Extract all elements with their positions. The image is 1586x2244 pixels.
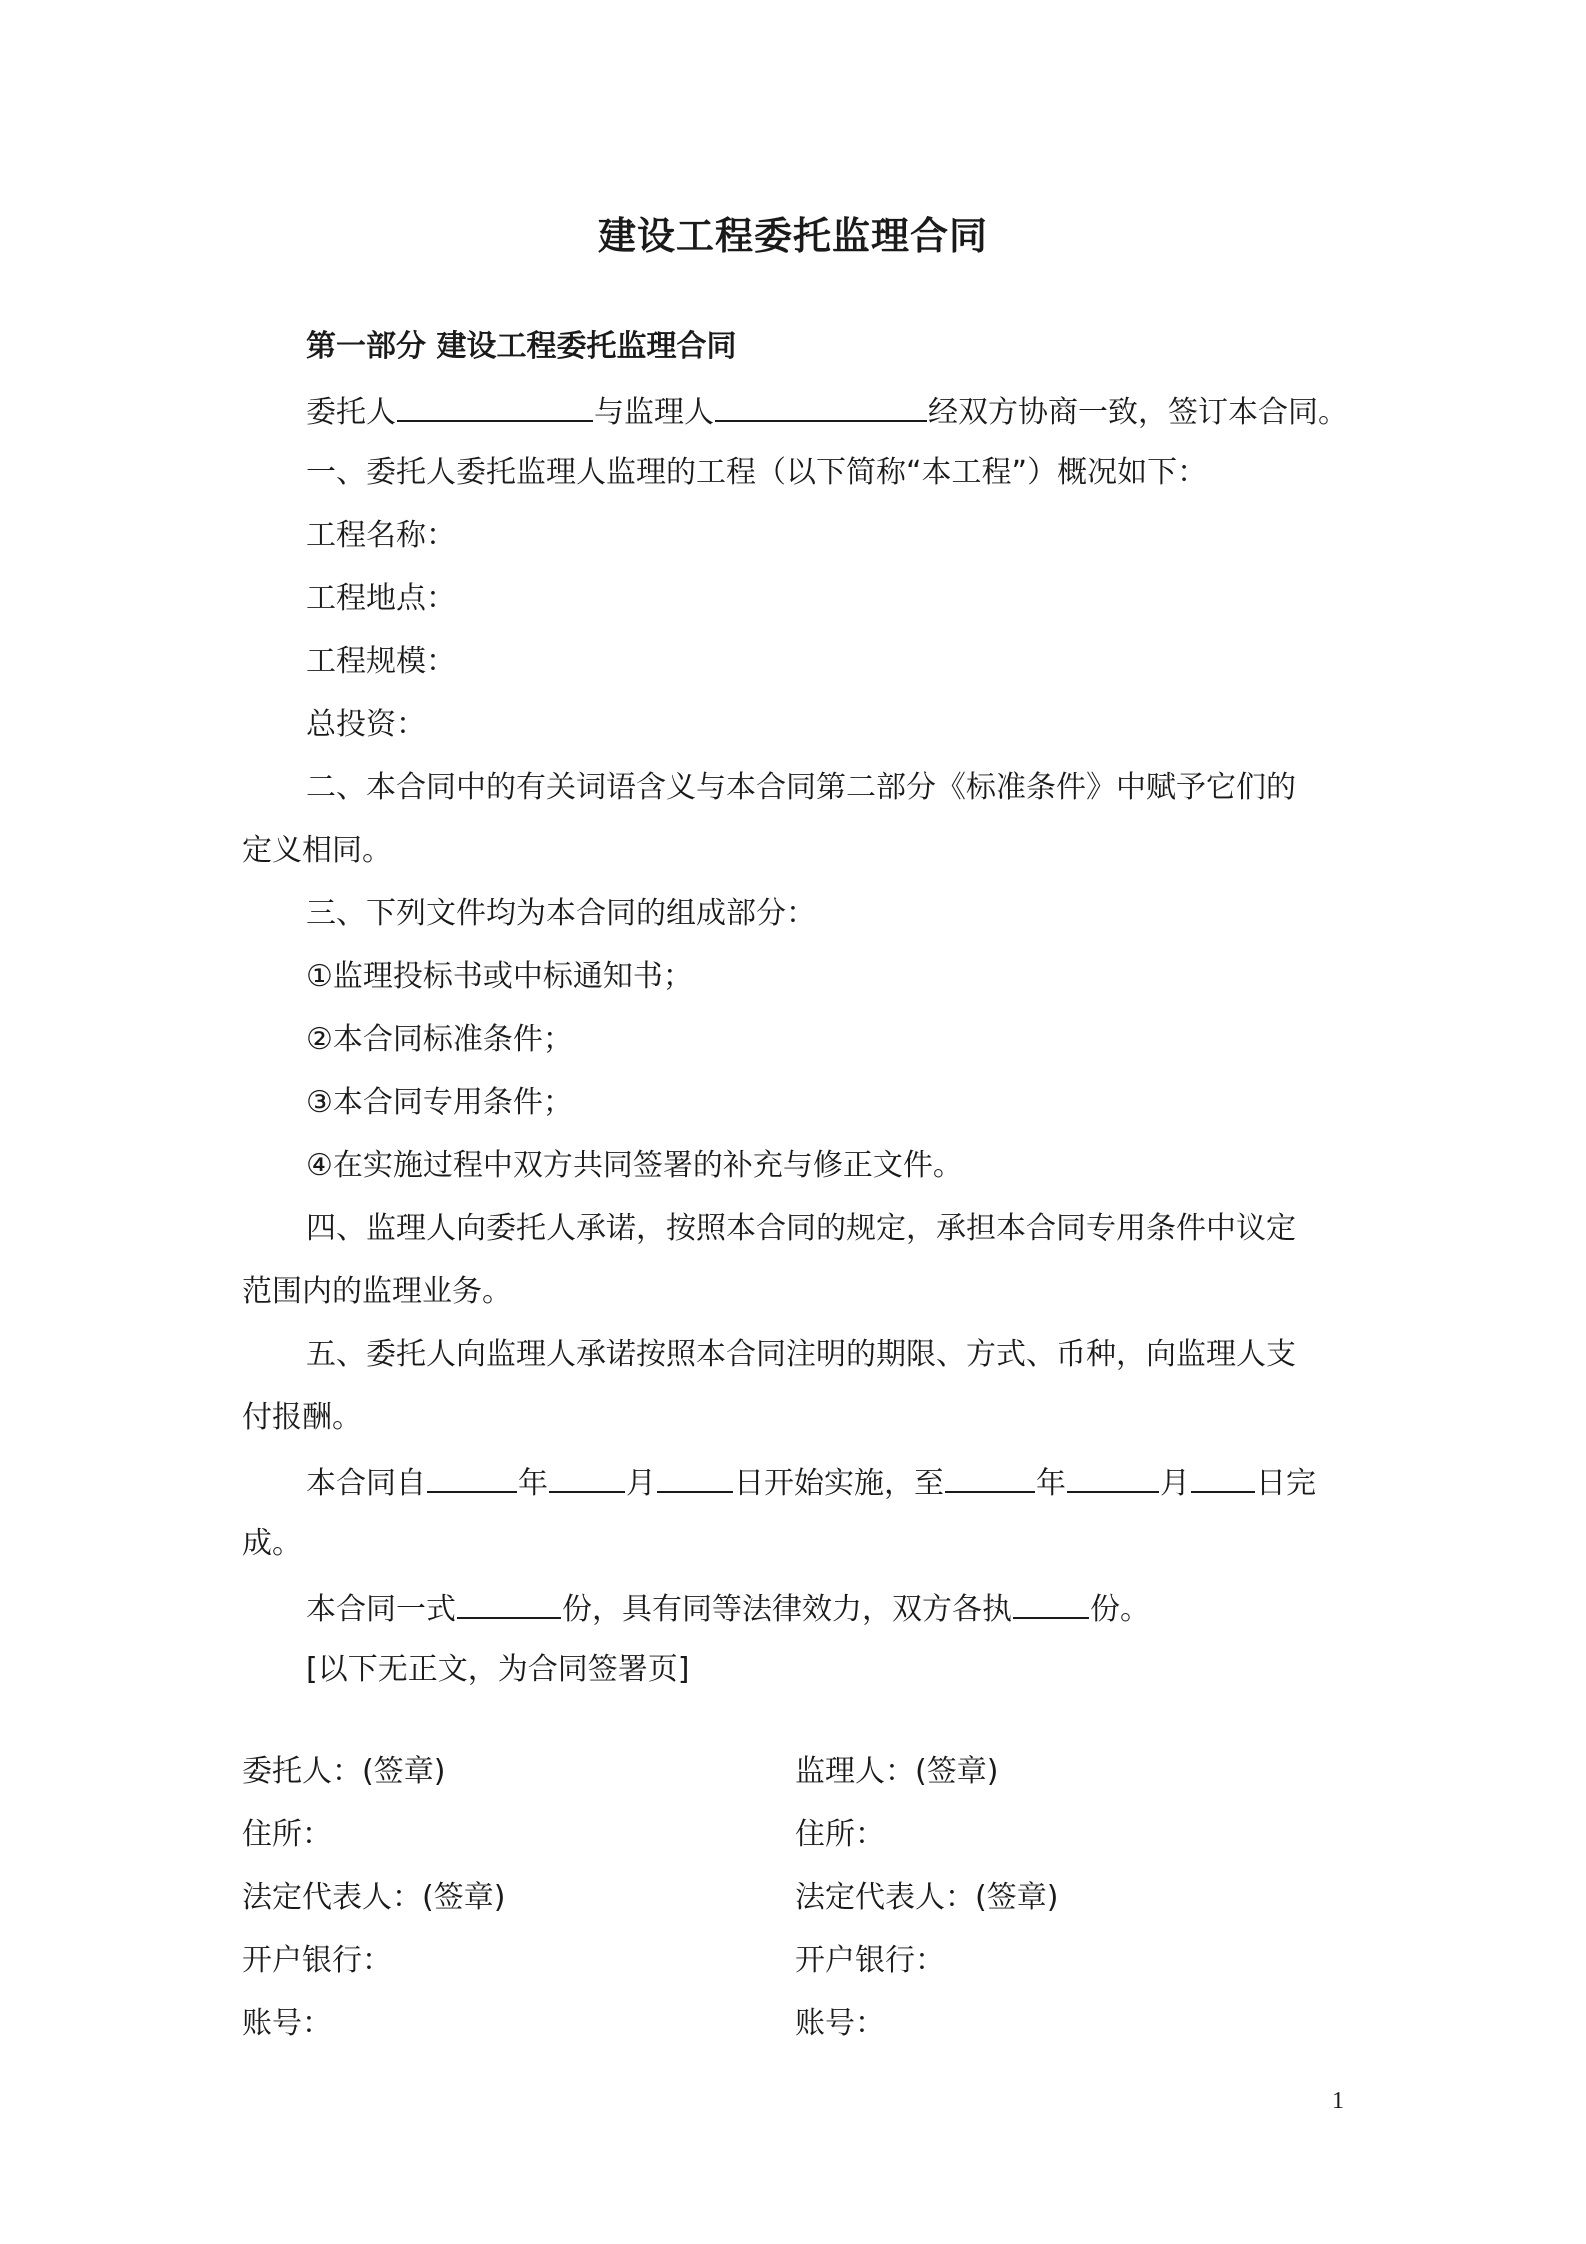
project-name-field: 工程名称： — [306, 518, 456, 553]
copies-prefix: 本合同一式 — [306, 1592, 456, 1627]
client-blank — [397, 390, 593, 422]
copies-line — [306, 1587, 1416, 1630]
client-address-label: 住所： — [242, 1817, 332, 1852]
end-month-blank — [1067, 1461, 1159, 1493]
term-prefix: 本合同自 — [306, 1466, 426, 1501]
end-year-blank — [945, 1461, 1035, 1493]
month-label: 月 — [626, 1466, 656, 1501]
list-item: ①监理投标书或中标通知书； — [306, 959, 693, 994]
month-label: 月 — [1160, 1466, 1190, 1501]
section2-line2: 定义相同。 — [242, 833, 392, 868]
term-line — [306, 1461, 1416, 1504]
client-label: 委托人 — [306, 395, 396, 430]
section2-line1: 二、本合同中的有关词语含义与本合同第二部分《标准条件》中赋予它们的 — [306, 770, 1296, 805]
supervisor-legal-rep-label: 法定代表人：(签章) — [795, 1880, 1059, 1915]
section5-line1: 五、委托人向监理人承诺按照本合同注明的期限、方式、币种，向监理人支 — [306, 1337, 1296, 1372]
parties-suffix: 经双方协商一致，签订本合同。 — [928, 395, 1348, 430]
copies-middle: 份，具有同等法律效力，双方各执 — [562, 1592, 1012, 1627]
copies-each-blank — [1013, 1587, 1089, 1619]
no-more-text-note: [以下无正文，为合同签署页] — [306, 1652, 690, 1687]
client-account-label: 账号： — [242, 2006, 332, 2041]
copies-suffix: 份。 — [1090, 1592, 1150, 1627]
supervisor-label: 与监理人 — [594, 395, 714, 430]
term-line2: 成。 — [242, 1526, 302, 1561]
total-investment-field: 总投资： — [306, 707, 426, 742]
start-year-blank — [427, 1461, 517, 1493]
section4-line2: 范围内的监理业务。 — [242, 1274, 512, 1309]
list-item: ④在实施过程中双方共同签署的补充与修正文件。 — [306, 1148, 963, 1183]
supervisor-bank-label: 开户银行： — [795, 1943, 945, 1978]
copies-total-blank — [457, 1587, 561, 1619]
year-label: 年 — [518, 1466, 548, 1501]
supervisor-address-label: 住所： — [795, 1817, 885, 1852]
client-legal-rep-label: 法定代表人：(签章) — [242, 1880, 506, 1915]
document-title: 建设工程委托监理合同 — [597, 213, 988, 258]
supervisor-account-label: 账号： — [795, 2006, 885, 2041]
end-day-blank — [1191, 1461, 1255, 1493]
list-item: ②本合同标准条件； — [306, 1022, 573, 1057]
start-text: 日开始实施，至 — [734, 1466, 944, 1501]
supervisor-signature-label: 监理人：(签章) — [795, 1754, 999, 1789]
project-scale-field: 工程规模： — [306, 644, 456, 679]
section5-line2: 付报酬。 — [242, 1400, 362, 1435]
start-month-blank — [549, 1461, 625, 1493]
list-item: ③本合同专用条件； — [306, 1085, 573, 1120]
parties-line — [306, 390, 1416, 433]
part-heading: 第一部分 建设工程委托监理合同 — [306, 329, 737, 364]
supervisor-blank — [715, 390, 927, 422]
client-signature-label: 委托人：(签章) — [242, 1754, 446, 1789]
section3-heading: 三、下列文件均为本合同的组成部分： — [306, 896, 816, 931]
start-day-blank — [657, 1461, 733, 1493]
page-number: 1 — [1332, 2088, 1344, 2114]
project-location-field: 工程地点： — [306, 581, 456, 616]
section4-line1: 四、监理人向委托人承诺，按照本合同的规定，承担本合同专用条件中议定 — [306, 1211, 1296, 1246]
end-text: 日完 — [1256, 1466, 1316, 1501]
client-bank-label: 开户银行： — [242, 1943, 392, 1978]
section1-heading: 一、委托人委托监理人监理的工程（以下简称“本工程”）概况如下： — [306, 455, 1208, 490]
year-label: 年 — [1036, 1466, 1066, 1501]
